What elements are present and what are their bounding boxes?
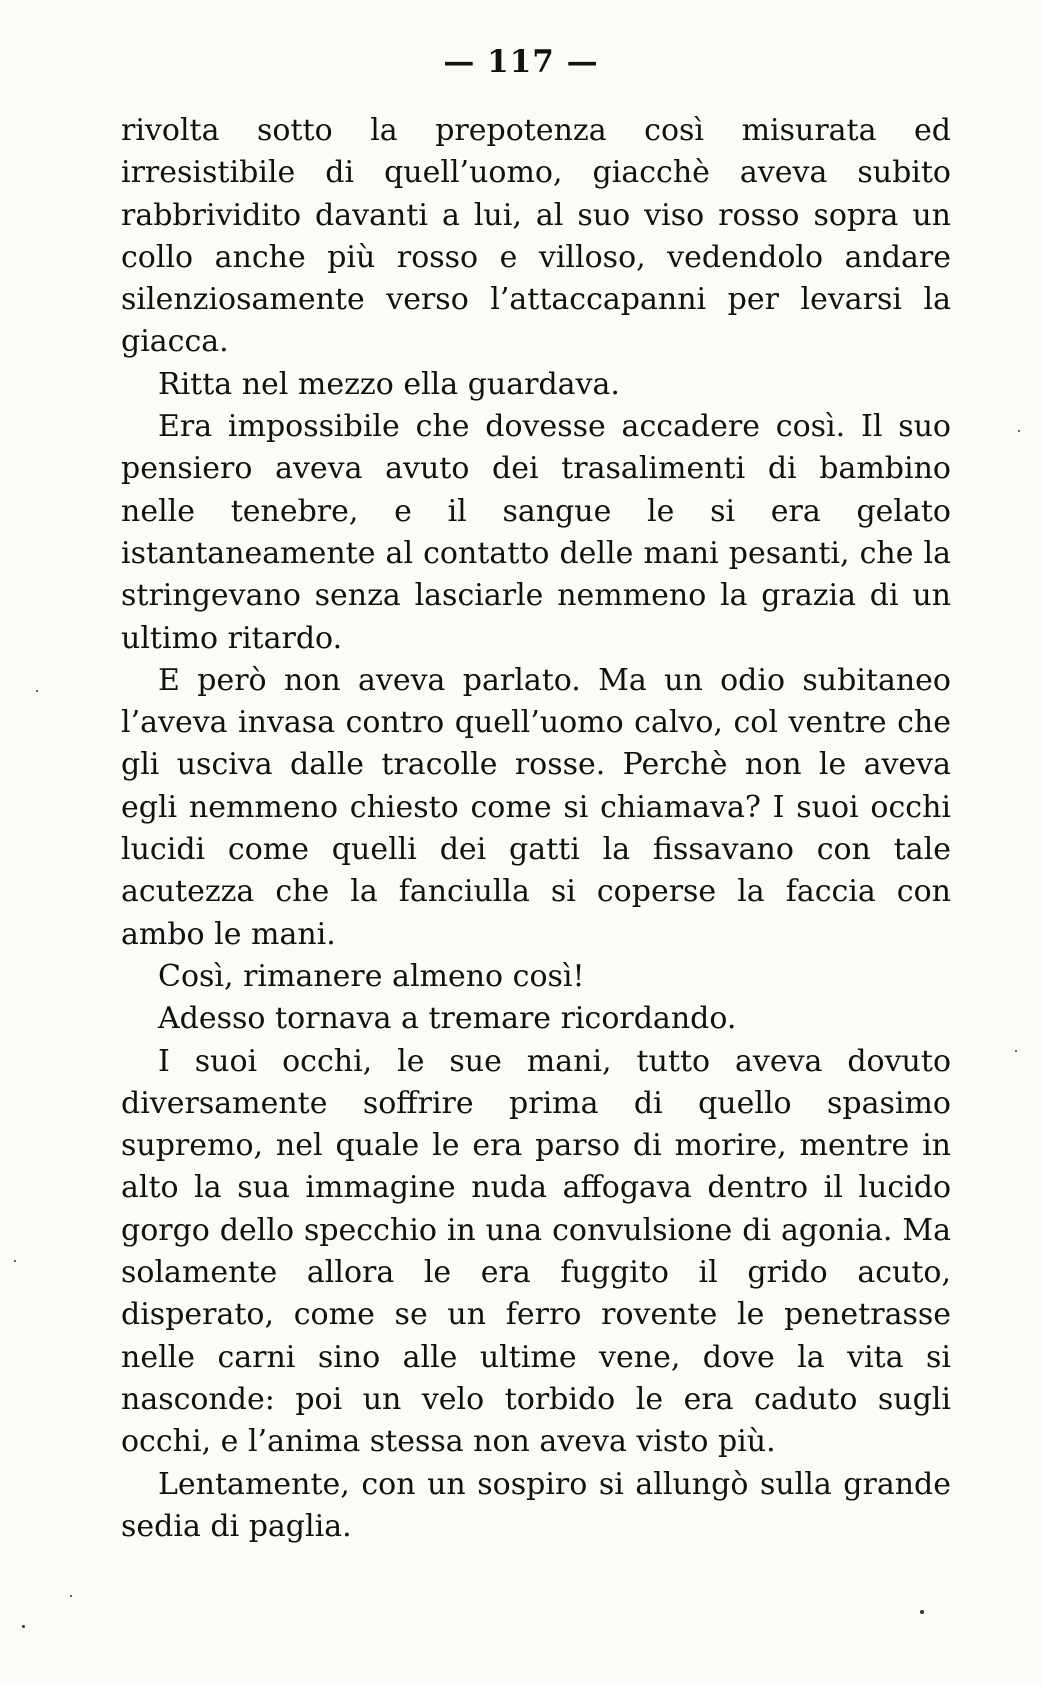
- paragraph-6: Adesso tornava a tremare ricordando.: [158, 1001, 737, 1037]
- page-number: — 117 —: [443, 44, 599, 80]
- scan-speck: [70, 1595, 72, 1597]
- paragraph-4: E però non aveva parlato. Ma un odio subitaneo l’aveva invasa contro quell’uomo calvo, col ventre che gli usciva dalle tracolle rosse. Perchè non le aveva egli nemmeno chiesto come si chiamava? I suoi occhi lucidi come quelli dei gatti la fissavano con tale acutezza che la fanciulla si coperse la faccia con ambo le mani.: [121, 662, 951, 952]
- paragraph-2: Ritta nel mezzo ella guardava.: [158, 366, 620, 402]
- scan-speck: [1018, 430, 1020, 432]
- scan-speck: [14, 1260, 16, 1262]
- scan-speck: [22, 1625, 25, 1628]
- paragraph-1: rivolta sotto la prepotenza così misurata ed irresistibile di quell’uomo, giacchè aveva subito rabbrividito davanti a lui, al suo viso rosso sopra un collo anche più rosso e villoso, vedendolo andare silenziosamente verso l’attaccapanni per levarsi la giacca.: [121, 113, 951, 360]
- paragraph-5: Così, rimanere almeno così!: [158, 958, 585, 994]
- body-text: [121, 110, 951, 1548]
- scan-speck: [1015, 1050, 1017, 1052]
- paragraph-8: Lentamente, con un sospiro si allungò sulla grande sedia di paglia.: [121, 1466, 951, 1544]
- scan-speck: [920, 1610, 924, 1614]
- paragraph-7: I suoi occhi, le sue mani, tutto aveva dovuto diversamente soffrire prima di quello spasimo supremo, nel quale le era parso di morire, mentre in alto la sua immagine nuda affogava dentro il lucido gorgo dello specchio in una convulsione di agonia. Ma solamente allora le era fuggito il grido acuto, disperato, come se un ferro rovente le penetrasse nelle carni sino alle ultime vene, dove la vita si nasconde: poi un velo torbido le era caduto sugli occhi, e l’anima stessa non aveva visto più.: [121, 1043, 951, 1460]
- paragraph-3: Era impossibile che dovesse accadere così. Il suo pensiero aveva avuto dei trasalimenti di bambino nelle tenebre, e il sangue le si era gelato istantaneamente al contatto delle mani pesanti, che la stringevano senza lasciarle nemmeno la grazia di un ultimo ritardo.: [121, 409, 951, 656]
- scan-speck: [36, 690, 38, 692]
